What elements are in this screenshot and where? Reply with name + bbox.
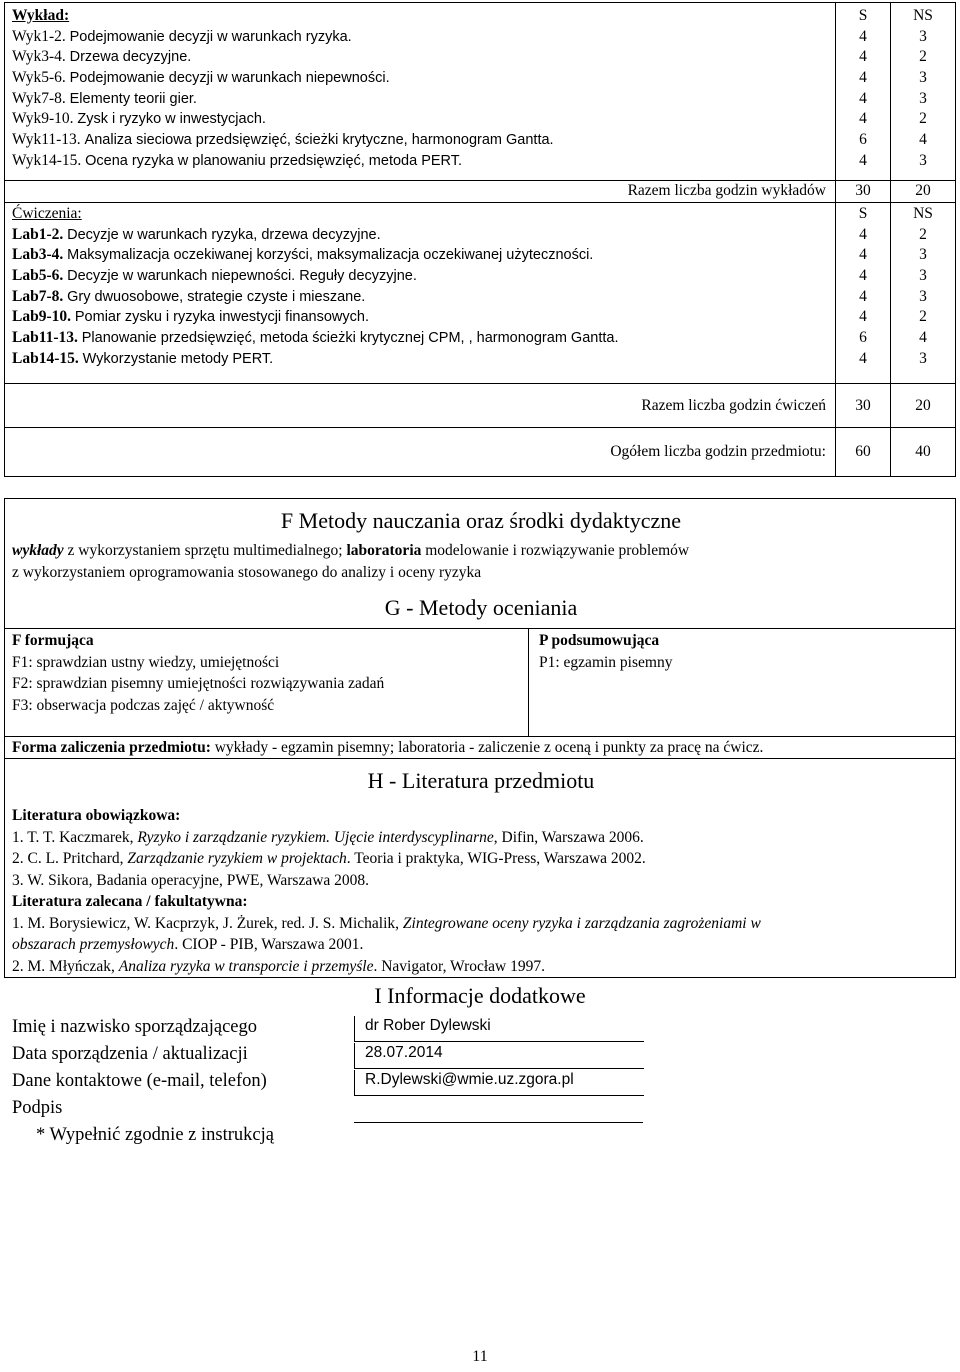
labs-total-label: Razem liczba godzin ćwiczeń: [5, 384, 836, 428]
labs-row: [12, 225, 835, 246]
labs-code: Lab7-8.: [12, 287, 64, 305]
literature-item-continuation: obszarach przemysłowych. CIOP - PIB, Warszawa 2001.: [12, 936, 364, 953]
teaching-labs-label: laboratoria: [346, 542, 422, 559]
formative-column: [12, 630, 384, 716]
formative-item: F2: sprawdzian pisemny umiejętności rozwiązywania zadań: [12, 675, 385, 692]
info-row-value-box: [354, 1097, 643, 1123]
info-row-value: [354, 1097, 643, 1098]
info-row-value: dr Rober Dylewski: [365, 1017, 491, 1034]
footnote: * Wypełnić zgodnie z instrukcją: [36, 1125, 274, 1145]
lectures-total-ns: 20: [891, 181, 956, 203]
labs-hours-ns: 3: [919, 246, 927, 264]
labs-hours-s: 4: [859, 287, 867, 305]
labs-row: [12, 349, 835, 370]
labs-row: [12, 287, 835, 308]
labs-code: Lab9-10.: [12, 308, 71, 326]
formative-title: F formująca: [12, 632, 94, 649]
literature-item: 2. C. L. Pritchard, Zarządzanie ryzykiem w projektach. Teoria i praktyka, WIG-Press, Warszawa 2002.: [12, 850, 646, 867]
hours-table: [4, 2, 956, 477]
overall-total-ns: 40: [891, 428, 956, 477]
lectures-hours-s: 6: [859, 131, 867, 149]
labs-hours-s: 4: [859, 267, 867, 285]
info-row-value-box: [354, 1070, 644, 1096]
labs-row: [12, 328, 835, 349]
lectures-row: [12, 109, 835, 130]
overall-total-label: Ogółem liczba godzin przedmiotu:: [5, 428, 836, 477]
labs-code: Lab14-15.: [12, 349, 79, 367]
lectures-title: Podejmowanie decyzji w warunkach niepewności.: [69, 70, 390, 87]
lectures-hours-ns: 3: [919, 69, 927, 87]
teaching-line-2: z wykorzystaniem oprogramowania stosowanego do analizy i oceny ryzyka: [12, 563, 482, 581]
section-g-box: [4, 628, 956, 737]
lectures-hours-s: 4: [859, 27, 867, 45]
section-f-text: [12, 540, 689, 583]
lectures-hours-s: 4: [859, 89, 867, 107]
labs-hours-s: 4: [859, 308, 867, 326]
lectures-col-s: S: [858, 7, 868, 24]
labs-title: Pomiar zysku i ryzyka inwestycji finansowych.: [74, 309, 369, 326]
labs-row: [12, 307, 835, 328]
section-f-box: [4, 498, 956, 589]
info-row-value-box: [354, 1043, 644, 1069]
lectures-hours-ns: 2: [919, 48, 927, 66]
lectures-code: Wyk9-10.: [12, 110, 74, 128]
labs-total-s: 30: [836, 384, 891, 428]
literature-item: 3. W. Sikora, Badania operacyjne, PWE, Warszawa 2008.: [12, 871, 370, 889]
literature-list: [12, 805, 761, 977]
section-h-box: [4, 758, 956, 978]
labs-hours-ns: 3: [919, 287, 927, 305]
section-i-title: I Informacje dodatkowe: [374, 983, 586, 1008]
info-row-value: R.Dylewski@wmie.uz.zgora.pl: [365, 1071, 574, 1088]
assessment-form-label: Forma zaliczenia przedmiotu:: [12, 739, 211, 756]
labs-row: [12, 245, 835, 266]
page-number: 11: [472, 1348, 488, 1365]
lectures-hours-ns: 3: [919, 89, 927, 107]
lectures-total-label: Razem liczba godzin wykładów: [5, 181, 836, 203]
formative-item: F3: obserwacja podczas zajęć / aktywność: [12, 696, 275, 714]
lectures-hours-ns: 3: [919, 27, 927, 45]
labs-hours-ns: 3: [919, 349, 927, 367]
labs-hours-s: 4: [859, 349, 867, 367]
mandatory-literature-label: Literatura obowiązkowa:: [12, 807, 181, 824]
lectures-row: [12, 47, 835, 68]
labs-hours-s: 4: [859, 225, 867, 243]
assessment-form-text: wykłady - egzamin pisemny; laboratoria - zaliczenie z oceną i punkty za pracę na ćwicz.: [210, 739, 764, 756]
teaching-lectures-label: wykłady: [12, 542, 64, 559]
section-h-title: H - Literatura przedmiotu: [367, 768, 595, 793]
labs-hours-ns: 4: [919, 329, 927, 347]
labs-heading: Ćwiczenia:: [12, 205, 82, 222]
literature-item: 1. T. T. Kaczmarek, Ryzyko i zarządzanie ryzykiem. Ujęcie interdyscyplinarne, Difin, Warszawa 2006.: [12, 828, 644, 846]
labs-hours-ns: 3: [919, 267, 927, 285]
lectures-hours-ns: 2: [919, 110, 927, 128]
lectures-code: Wyk11-13.: [12, 131, 81, 149]
labs-col-s: S: [858, 205, 868, 222]
teaching-lectures-text: z wykorzystaniem sprzętu multimedialnego;: [63, 542, 347, 559]
labs-hours-s: 6: [859, 329, 867, 347]
labs-row: [12, 266, 835, 287]
lectures-row: [12, 68, 835, 89]
section-g-title: G - Metody oceniania: [384, 595, 578, 620]
info-row-label: Data sporządzenia / aktualizacji: [12, 1044, 248, 1064]
summative-title: P podsumowująca: [539, 632, 660, 649]
labs-code: Lab11-13.: [12, 329, 78, 347]
labs-hours-s: 4: [859, 246, 867, 264]
summative-item: P1: egzamin pisemny: [539, 653, 673, 671]
section-f-title: F Metody nauczania oraz środki dydaktyczne: [280, 508, 682, 533]
labs-title: Wykorzystanie metody PERT.: [82, 350, 274, 367]
lectures-title: Podejmowanie decyzji w warunkach ryzyka.: [69, 28, 352, 45]
info-row-label: Podpis: [12, 1098, 63, 1118]
teaching-labs-text: modelowanie i rozwiązywanie problemów: [421, 542, 690, 559]
info-row-value: 28.07.2014: [365, 1044, 443, 1061]
labs-title: Maksymalizacja oczekiwanej korzyści, maksymalizacja oczekiwanej użyteczności.: [67, 247, 594, 264]
literature-item: 2. M. Młyńczak, Analiza ryzyka w transporcie i przemyśle. Navigator, Wrocław 1997.: [12, 957, 545, 975]
summative-column: [539, 630, 672, 673]
lectures-heading: Wykład:: [12, 7, 70, 24]
lectures-code: Wyk5-6.: [12, 69, 66, 87]
labs-title: Decyzje w warunkach niepewności. Reguły decyzyjne.: [67, 268, 417, 285]
labs-title: Gry dwuosobowe, strategie czyste i mieszane.: [67, 288, 366, 305]
lectures-hours-ns: 3: [919, 151, 927, 169]
labs-code: Lab3-4.: [12, 246, 64, 264]
lectures-code: Wyk3-4.: [12, 48, 66, 66]
lectures-code: Wyk14-15.: [12, 151, 82, 169]
section-g-divider: [528, 629, 529, 737]
literature-item: 1. M. Borysiewicz, W. Kacprzyk, J. Żurek, red. J. S. Michalik, Zintegrowane oceny ryzyka i zarządzania zagrożeniami w: [12, 914, 761, 932]
lectures-row: [12, 89, 835, 110]
info-row-label: Dane kontaktowe (e-mail, telefon): [12, 1071, 267, 1091]
section-g-header: [4, 588, 956, 628]
lectures-row: [12, 130, 835, 151]
labs-code: Lab5-6.: [12, 267, 64, 285]
labs-hours-ns: 2: [919, 308, 927, 326]
labs-title: Planowanie przedsięwzięć, metoda ścieżki krytycznej CPM, , harmonogram Gantta.: [81, 330, 619, 347]
lectures-hours-s: 4: [859, 151, 867, 169]
lectures-total-s: 30: [836, 181, 891, 203]
lectures-title: Zysk i ryzyko w inwestycjach.: [77, 111, 266, 128]
lectures-hours-s: 4: [859, 110, 867, 128]
labs-col-ns: NS: [913, 205, 933, 222]
labs-hours-ns: 2: [919, 225, 927, 243]
labs-title: Decyzje w warunkach ryzyka, drzewa decyzyjne.: [67, 226, 381, 243]
lectures-hours-s: 4: [859, 69, 867, 87]
lectures-title: Drzewa decyzyjne.: [69, 49, 192, 66]
lectures-code: Wyk7-8.: [12, 89, 66, 107]
lectures-col-ns: NS: [913, 7, 933, 24]
lectures-title: Ocena ryzyka w planowaniu przedsięwzięć, metoda PERT.: [85, 152, 463, 169]
lectures-row: [12, 151, 835, 172]
recommended-literature-label: Literatura zalecana / fakultatywna:: [12, 893, 248, 910]
labs-code: Lab1-2.: [12, 225, 64, 243]
formative-item: F1: sprawdzian ustny wiedzy, umiejętności: [12, 653, 280, 671]
lectures-hours-s: 4: [859, 48, 867, 66]
lectures-row: [12, 27, 835, 48]
info-row-value-box: [354, 1016, 644, 1042]
labs-total-ns: 20: [891, 384, 956, 428]
overall-total-s: 60: [836, 428, 891, 477]
info-row-label: Imię i nazwisko sporządzającego: [12, 1017, 258, 1037]
lectures-code: Wyk1-2.: [12, 27, 66, 45]
lectures-title: Analiza sieciowa przedsięwzięć, ścieżki krytyczne, harmonogram Gantta.: [84, 132, 554, 149]
lectures-hours-ns: 4: [919, 131, 927, 149]
lectures-title: Elementy teorii gier.: [69, 90, 197, 107]
assessment-form-row: [4, 736, 956, 759]
